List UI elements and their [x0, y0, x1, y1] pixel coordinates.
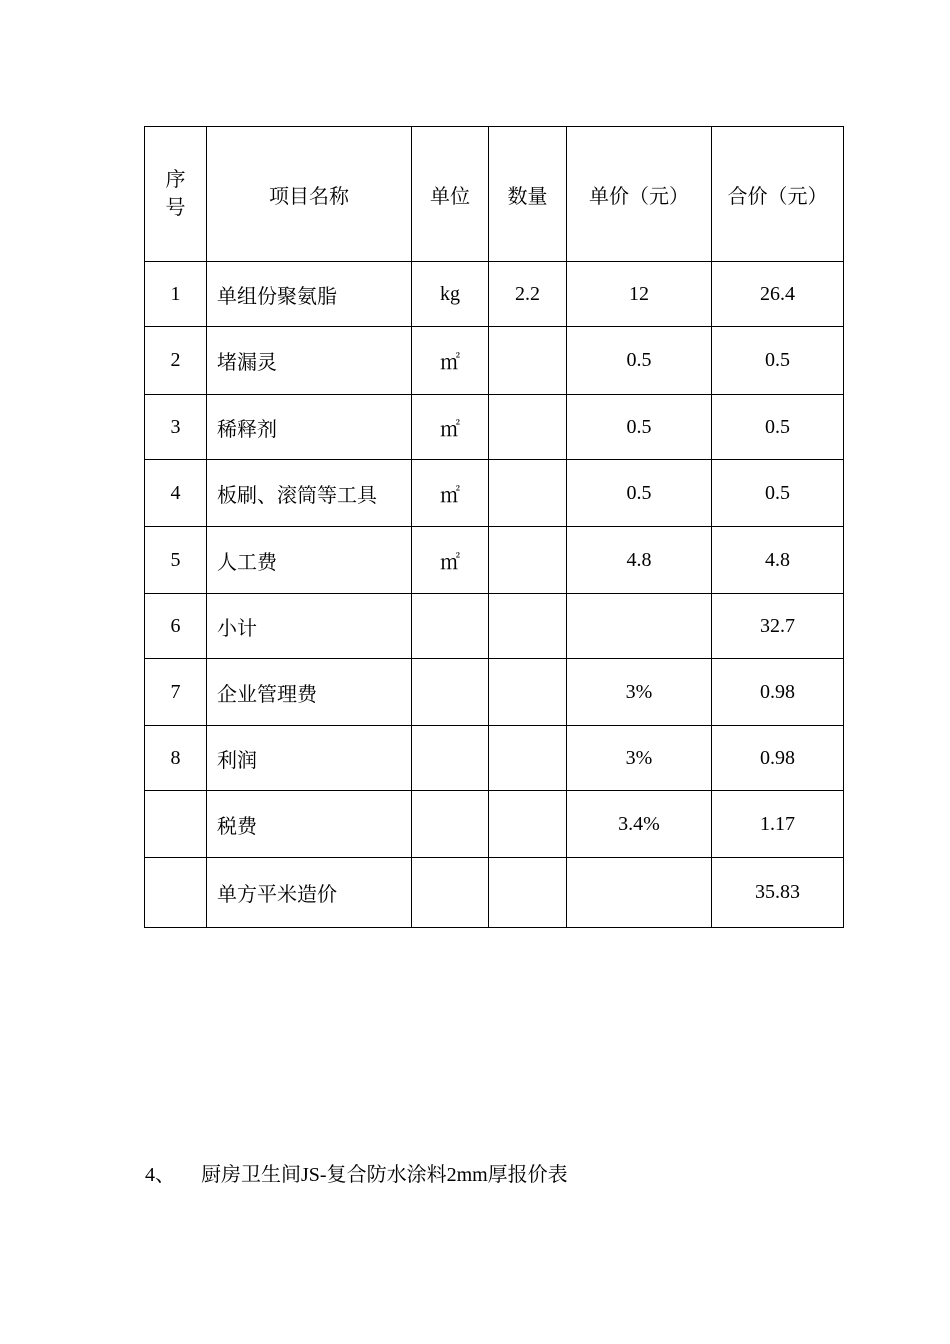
cell-unit — [412, 858, 489, 928]
cell-name: 企业管理费 — [207, 659, 412, 726]
cell-total: 26.4 — [712, 262, 844, 327]
cell-qty — [489, 327, 567, 395]
cell-unit: kg — [412, 262, 489, 327]
section-heading — [145, 1158, 568, 1187]
header-name: 项目名称 — [207, 127, 412, 262]
cell-total: 35.83 — [712, 858, 844, 928]
header-qty: 数量 — [489, 127, 567, 262]
cell-name: 税费 — [207, 791, 412, 858]
cell-unit: ㎡ — [412, 460, 489, 527]
cell-unit-price: 0.5 — [567, 327, 712, 395]
cell-total: 1.17 — [712, 791, 844, 858]
cell-unit-price: 12 — [567, 262, 712, 327]
table-row — [145, 460, 844, 527]
cell-qty: 2.2 — [489, 262, 567, 327]
cell-qty — [489, 659, 567, 726]
cell-qty — [489, 791, 567, 858]
cell-unit: ㎡ — [412, 395, 489, 460]
cell-unit — [412, 726, 489, 791]
cell-name: 小计 — [207, 594, 412, 659]
price-table — [144, 126, 844, 928]
cell-unit: ㎡ — [412, 327, 489, 395]
cell-total: 0.5 — [712, 327, 844, 395]
section-title: 厨房卫生间JS-复合防水涂料2mm厚报价表 — [201, 1164, 568, 1186]
cell-unit-price — [567, 858, 712, 928]
cell-total: 4.8 — [712, 527, 844, 594]
cell-unit — [412, 594, 489, 659]
table-row — [145, 327, 844, 395]
header-seq-label: 序号 — [165, 169, 186, 219]
cell-seq — [145, 858, 207, 928]
cell-unit — [412, 659, 489, 726]
cell-total: 0.98 — [712, 726, 844, 791]
table-row — [145, 395, 844, 460]
cell-seq: 6 — [145, 594, 207, 659]
cell-unit-price: 3.4% — [567, 791, 712, 858]
cell-qty — [489, 527, 567, 594]
cell-seq: 1 — [145, 262, 207, 327]
cell-unit — [412, 791, 489, 858]
table-header-row — [145, 127, 844, 262]
table-row — [145, 594, 844, 659]
cell-unit-price: 4.8 — [567, 527, 712, 594]
cell-name: 人工费 — [207, 527, 412, 594]
table-body — [145, 127, 844, 928]
header-seq — [145, 127, 207, 262]
cell-unit-price: 0.5 — [567, 460, 712, 527]
table-row — [145, 262, 844, 327]
cell-name: 单组份聚氨脂 — [207, 262, 412, 327]
cell-qty — [489, 460, 567, 527]
cell-name: 堵漏灵 — [207, 327, 412, 395]
cell-name: 单方平米造价 — [207, 858, 412, 928]
cell-qty — [489, 594, 567, 659]
cell-total: 0.5 — [712, 395, 844, 460]
cell-seq: 2 — [145, 327, 207, 395]
cell-qty — [489, 395, 567, 460]
cell-seq: 3 — [145, 395, 207, 460]
cell-qty — [489, 726, 567, 791]
header-total: 合价（元） — [712, 127, 844, 262]
cell-unit-price: 3% — [567, 659, 712, 726]
cell-seq: 4 — [145, 460, 207, 527]
cell-name: 利润 — [207, 726, 412, 791]
section-number: 4、 — [145, 1164, 175, 1186]
cell-total: 0.98 — [712, 659, 844, 726]
table-row — [145, 791, 844, 858]
cell-seq: 8 — [145, 726, 207, 791]
cell-unit-price: 0.5 — [567, 395, 712, 460]
cell-unit-price: 3% — [567, 726, 712, 791]
header-unit-price: 单价（元） — [567, 127, 712, 262]
cell-total: 0.5 — [712, 460, 844, 527]
cell-unit: ㎡ — [412, 527, 489, 594]
cell-seq — [145, 791, 207, 858]
cell-name: 板刷、滚筒等工具 — [207, 460, 412, 527]
table-row — [145, 726, 844, 791]
cell-qty — [489, 858, 567, 928]
table-row — [145, 527, 844, 594]
table-row — [145, 858, 844, 928]
cell-total: 32.7 — [712, 594, 844, 659]
cell-name: 稀释剂 — [207, 395, 412, 460]
cell-seq: 7 — [145, 659, 207, 726]
table-row — [145, 659, 844, 726]
cell-seq: 5 — [145, 527, 207, 594]
header-unit: 单位 — [412, 127, 489, 262]
cell-unit-price — [567, 594, 712, 659]
